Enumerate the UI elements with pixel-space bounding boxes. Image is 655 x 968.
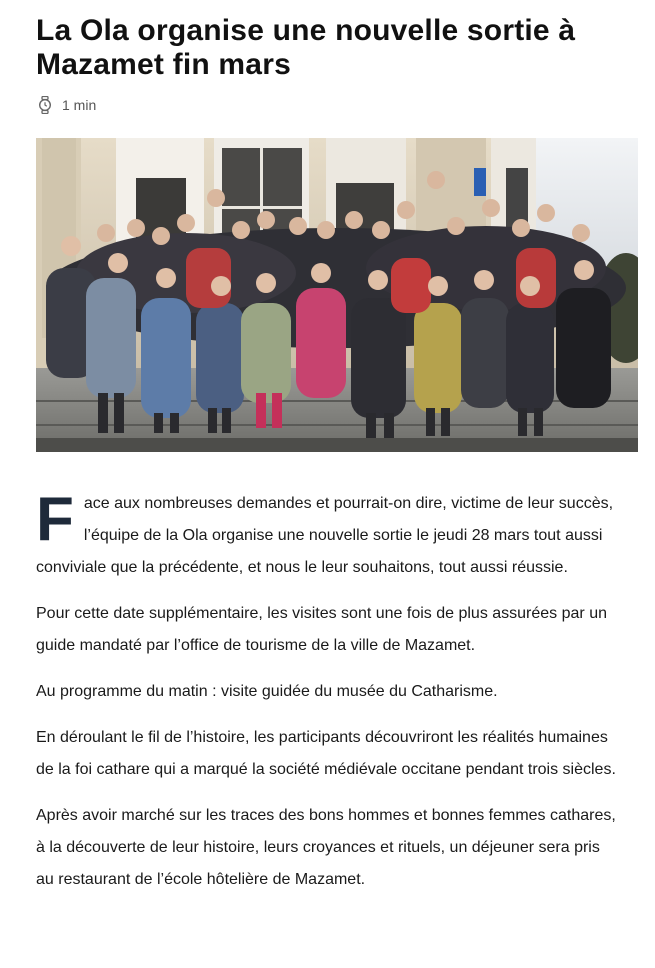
article-body xyxy=(36,485,619,896)
paragraph-3: Au programme du matin : visite guidée du musée du Catharisme. xyxy=(36,683,498,700)
group-photo xyxy=(36,138,638,452)
watch-icon xyxy=(38,96,52,114)
paragraph-1-text: ace aux nombreuses demandes et pourrait-on dire, victime de leur succès, l’équipe de la Ola organise une nouvelle sortie le jeudi 28 mars tout aussi conviviale que la précédente, et nous le leur souhaitons, tout aussi réussie. xyxy=(36,495,614,576)
read-time xyxy=(36,96,619,114)
paragraph-4: En déroulant le fil de l’histoire, les participants découvriront les réalités humaines de la foi cathare qui a marqué la société médiévale occitane pendant trois siècles. xyxy=(36,729,616,778)
paragraph-5: Après avoir marché sur les traces des bons hommes et bonnes femmes cathares, à la découverte de leur histoire, leurs croyances et rituels, un déjeuner sera pris au restaurant de l’école hôtelière de Mazamet. xyxy=(36,807,616,888)
paragraph-1 xyxy=(36,485,619,584)
read-time-label: 1 min xyxy=(62,97,97,113)
paragraph-2: Pour cette date supplémentaire, les visites sont une fois de plus assurées par un guide mandaté par l’office de tourisme de la ville de Mazamet. xyxy=(36,605,607,654)
article-photo xyxy=(36,138,638,452)
dropcap: F xyxy=(36,485,74,554)
article-title: La Ola organise une nouvelle sortie à Mazamet fin mars xyxy=(36,14,576,81)
